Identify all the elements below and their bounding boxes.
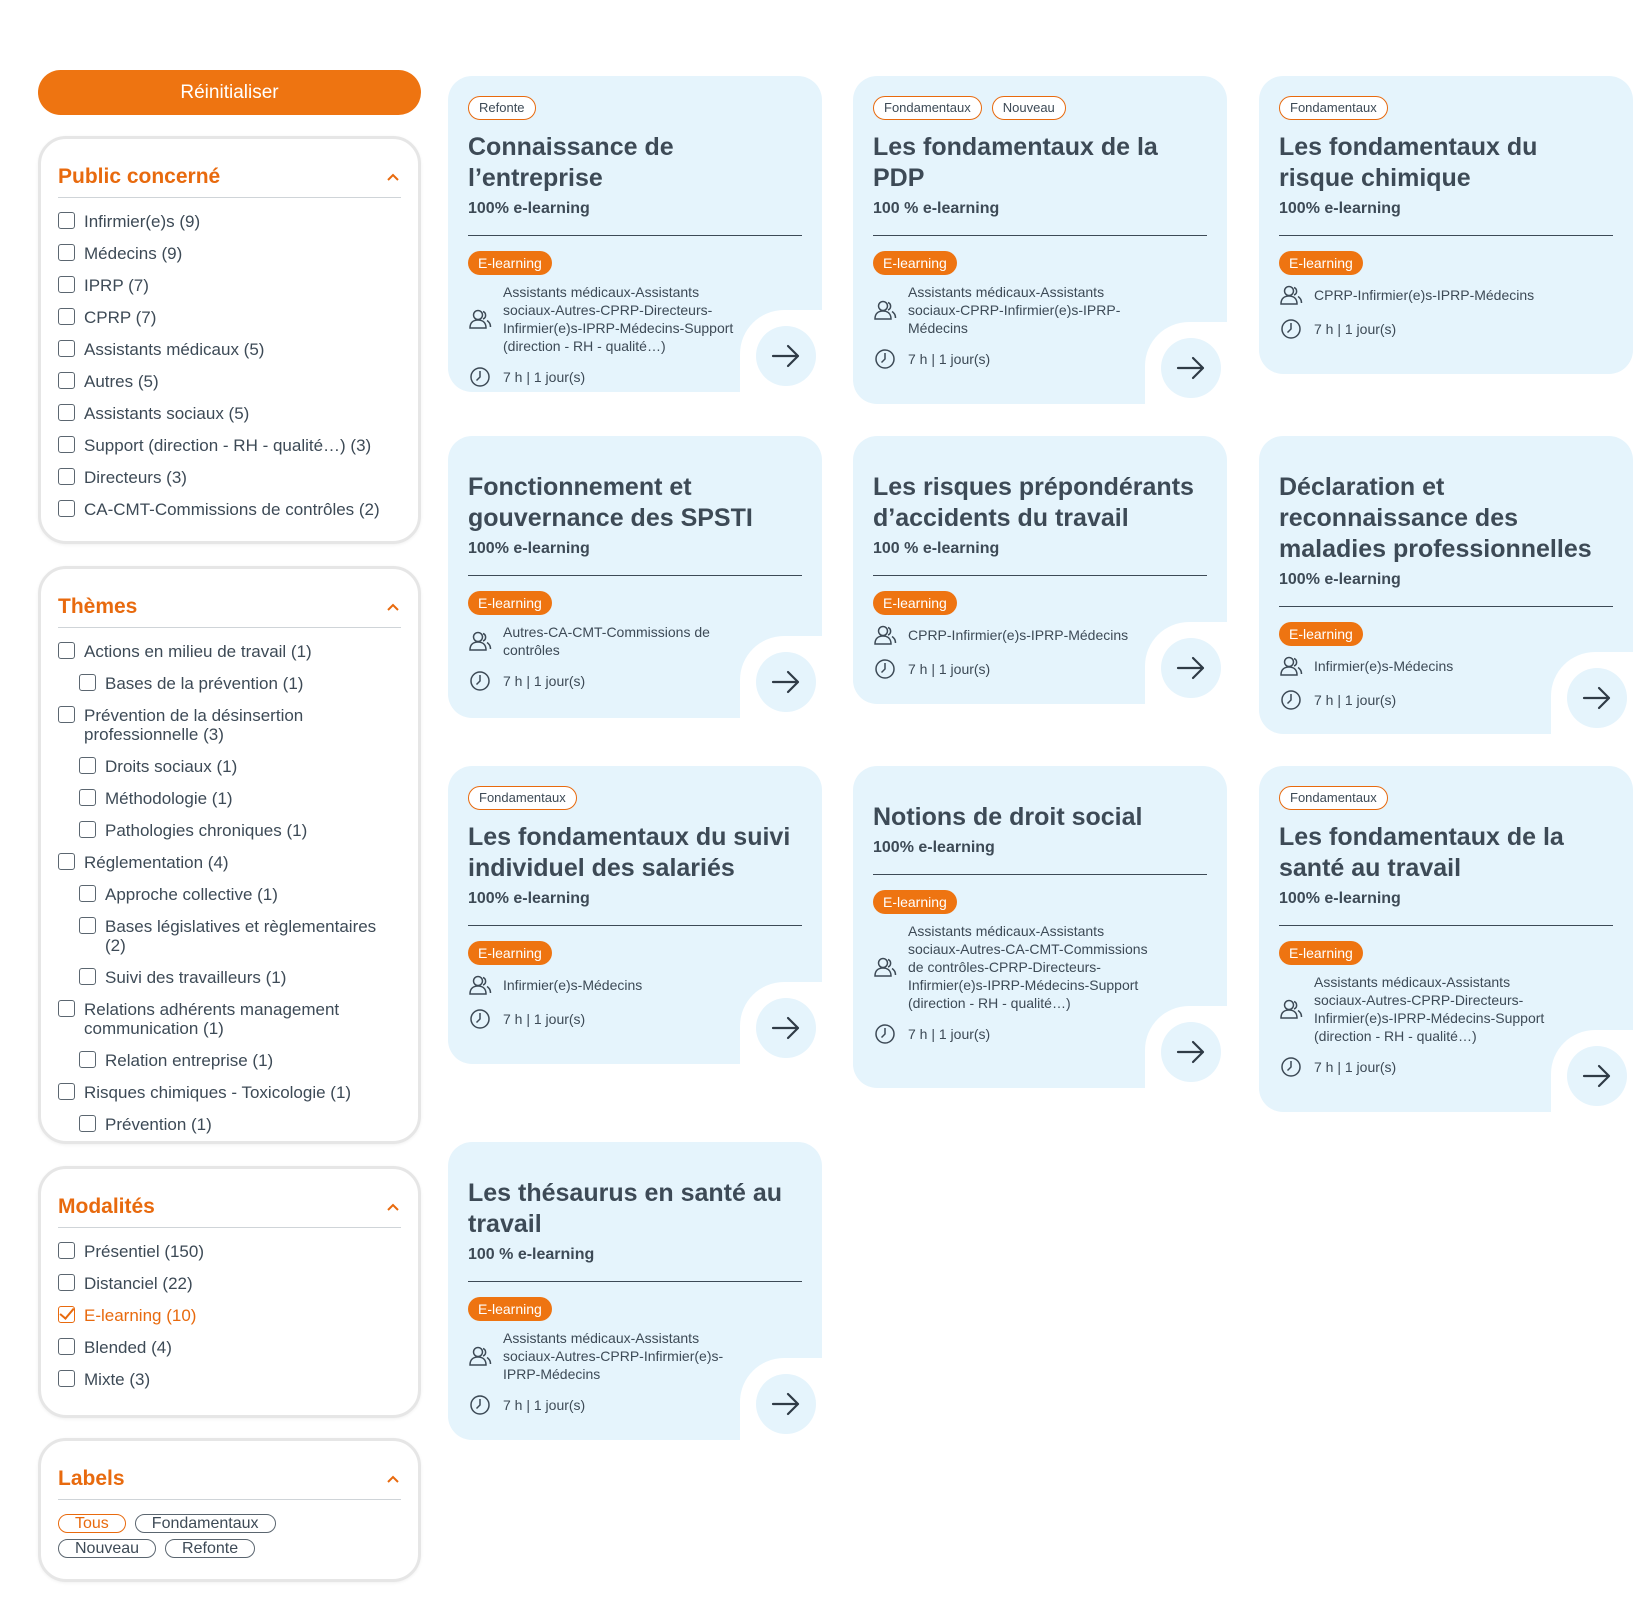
modality-badge: E-learning xyxy=(1279,941,1363,965)
modality-badge: E-learning xyxy=(468,591,552,615)
card-title: Les fondamentaux du suivi individuel des salariés xyxy=(468,823,791,882)
checkbox[interactable] xyxy=(58,372,75,389)
filter-themes xyxy=(38,566,421,1144)
filter-option[interactable] xyxy=(58,1274,401,1293)
filter-option-label: Méthodologie (1) xyxy=(105,789,233,808)
filter-option-label: Suivi des travailleurs (1) xyxy=(105,968,287,987)
filter-public xyxy=(38,136,421,544)
arrow-right-icon xyxy=(771,1016,801,1040)
audience-text: Infirmier(e)s-Médecins xyxy=(503,977,643,993)
arrow-right-icon xyxy=(771,344,801,368)
checkbox[interactable] xyxy=(58,1242,75,1259)
checkbox[interactable] xyxy=(58,1083,75,1100)
label-chips-row xyxy=(58,1539,401,1558)
duration-text: 7 h | 1 jour(s) xyxy=(1314,321,1397,337)
filter-option[interactable] xyxy=(58,706,401,744)
open-course-button[interactable] xyxy=(756,652,816,712)
filter-public-header[interactable] xyxy=(58,157,401,198)
checkbox[interactable] xyxy=(58,1000,75,1017)
checkbox[interactable] xyxy=(58,1370,75,1387)
card-tag: Fondamentaux xyxy=(1279,96,1388,120)
card-title: Les fondamentaux du risque chimique xyxy=(1279,133,1538,192)
chevron-up-icon[interactable] xyxy=(385,599,401,615)
duration-row xyxy=(468,365,744,389)
modality-badge: E-learning xyxy=(1279,622,1363,646)
audience-row xyxy=(1279,283,1555,307)
modality-badge: E-learning xyxy=(873,251,957,275)
clock-icon xyxy=(873,347,897,371)
filter-public-title: Public concerné xyxy=(58,165,221,188)
filter-option-label: Support (direction - RH - qualité…) (3) xyxy=(84,436,372,455)
modality-badge: E-learning xyxy=(1279,251,1363,275)
open-course-button[interactable] xyxy=(1161,1022,1221,1082)
card-subtitle: 100% e-learning xyxy=(468,200,802,236)
filter-option[interactable] xyxy=(58,1370,401,1389)
filter-option-label: Médecins (9) xyxy=(84,244,183,263)
checkbox[interactable] xyxy=(79,674,96,691)
users-icon xyxy=(1279,283,1303,307)
chevron-up-icon[interactable] xyxy=(385,169,401,185)
checkbox[interactable] xyxy=(79,885,96,902)
filter-option[interactable] xyxy=(58,244,401,263)
card-title: Fonctionnement et gouvernance des SPSTI xyxy=(468,473,753,532)
filter-option[interactable] xyxy=(58,1083,401,1102)
label-chip-refonte[interactable]: Refonte xyxy=(165,1539,255,1558)
filter-option-label: Mixte (3) xyxy=(84,1370,151,1389)
filter-option-label: Prévention (1) xyxy=(105,1115,212,1134)
audience-text: Assistants médicaux-Assistants sociaux-Autres-CPRP-Infirmier(e)s-IPRP-Médecins xyxy=(503,1330,724,1382)
arrow-right-icon xyxy=(771,670,801,694)
arrow-right-icon xyxy=(1176,1040,1206,1064)
audience-text: Assistants médicaux-Assistants sociaux-Autres-CA-CMT-Commissions de contrôles-CPRP-Directeurs-Infirmier(e)s-IPRP-Médecins-Support (direction - RH - qualité…) xyxy=(908,923,1148,1011)
checkbox[interactable] xyxy=(79,968,96,985)
filter-option[interactable] xyxy=(58,1338,401,1357)
course-card[interactable] xyxy=(448,436,822,718)
filter-option[interactable] xyxy=(58,468,401,487)
card-title: Les fondamentaux de la PDP xyxy=(873,133,1158,192)
checkbox[interactable] xyxy=(58,436,75,453)
checkbox[interactable] xyxy=(58,1274,75,1291)
users-icon xyxy=(873,955,897,979)
checkbox-checked[interactable] xyxy=(58,1306,75,1323)
card-title: Les fondamentaux de la santé au travail xyxy=(1279,823,1564,882)
duration-row xyxy=(468,669,744,693)
label-chip-tous[interactable]: Tous xyxy=(58,1514,126,1533)
course-card[interactable] xyxy=(448,766,822,1064)
duration-row xyxy=(468,1393,744,1417)
card-tag: Nouveau xyxy=(992,96,1066,120)
clock-icon xyxy=(1279,688,1303,712)
audience-row xyxy=(468,623,744,659)
card-title: Déclaration et reconnaissance des maladies professionnelles xyxy=(1279,473,1592,563)
card-subtitle: 100 % e-learning xyxy=(873,200,1207,236)
label-chip-nouveau[interactable]: Nouveau xyxy=(58,1539,156,1558)
card-title: Connaissance de l’entreprise xyxy=(468,133,674,192)
chevron-up-icon[interactable] xyxy=(385,1199,401,1215)
card-subtitle: 100% e-learning xyxy=(468,890,802,926)
clock-icon xyxy=(1279,1055,1303,1079)
card-tags xyxy=(1279,786,1613,811)
filter-suboption[interactable] xyxy=(79,1115,401,1134)
filter-option-label: Droits sociaux (1) xyxy=(105,757,238,776)
checkbox[interactable] xyxy=(58,468,75,485)
filter-suboption[interactable] xyxy=(79,917,401,955)
card-tags xyxy=(873,96,1207,121)
filter-option[interactable] xyxy=(58,276,401,295)
filter-option-label: Actions en milieu de travail (1) xyxy=(84,642,312,661)
filter-modalites-title: Modalités xyxy=(58,1195,155,1218)
course-card[interactable] xyxy=(853,436,1227,704)
clock-icon xyxy=(873,1022,897,1046)
checkbox[interactable] xyxy=(58,308,75,325)
card-tag: Fondamentaux xyxy=(873,96,982,120)
duration-text: 7 h | 1 jour(s) xyxy=(1314,1059,1397,1075)
filter-option[interactable] xyxy=(58,436,401,455)
filter-option-label: IPRP (7) xyxy=(84,276,149,295)
filter-themes-title: Thèmes xyxy=(58,595,138,618)
users-icon xyxy=(468,629,492,653)
clock-icon xyxy=(468,1007,492,1031)
filter-option-label: Relations adhérents management communication (1) xyxy=(84,1000,340,1038)
filter-labels-header[interactable] xyxy=(58,1459,401,1500)
audience-text: Infirmier(e)s-Médecins xyxy=(1314,658,1454,674)
card-subtitle: 100 % e-learning xyxy=(873,540,1207,576)
audience-row xyxy=(873,623,1149,647)
modality-badge: E-learning xyxy=(873,591,957,615)
users-icon xyxy=(873,623,897,647)
card-tags xyxy=(468,786,802,811)
users-icon xyxy=(873,298,897,322)
card-title: Notions de droit social xyxy=(873,803,1143,831)
duration-row xyxy=(1279,688,1555,712)
duration-text: 7 h | 1 jour(s) xyxy=(908,661,991,677)
clock-icon xyxy=(1279,317,1303,341)
duration-text: 7 h | 1 jour(s) xyxy=(503,1397,586,1413)
filter-option-label: CA-CMT-Commissions de contrôles (2) xyxy=(84,500,380,519)
filter-option-label: Blended (4) xyxy=(84,1338,172,1357)
checkbox[interactable] xyxy=(58,1338,75,1355)
filter-option[interactable] xyxy=(58,1000,401,1038)
card-subtitle: 100% e-learning xyxy=(873,839,1207,875)
filter-option-label: CPRP (7) xyxy=(84,308,157,327)
duration-row xyxy=(468,1007,744,1031)
card-tag: Refonte xyxy=(468,96,536,120)
clock-icon xyxy=(468,1393,492,1417)
arrow-right-icon xyxy=(1582,1064,1612,1088)
audience-text: CPRP-Infirmier(e)s-IPRP-Médecins xyxy=(1314,287,1535,303)
filter-sidebar xyxy=(38,70,421,1557)
duration-text: 7 h | 1 jour(s) xyxy=(503,369,586,385)
checkbox[interactable] xyxy=(79,757,96,774)
arrow-right-icon xyxy=(1582,686,1612,710)
checkbox[interactable] xyxy=(79,789,96,806)
filter-option-label: Risques chimiques - Toxicologie (1) xyxy=(84,1083,352,1102)
filter-suboption[interactable] xyxy=(79,885,401,904)
audience-row xyxy=(1279,654,1555,678)
card-title: Les thésaurus en santé au travail xyxy=(468,1179,783,1238)
filter-option-label: Directeurs (3) xyxy=(84,468,187,487)
modality-badge: E-learning xyxy=(468,941,552,965)
duration-text: 7 h | 1 jour(s) xyxy=(503,673,586,689)
filter-option[interactable] xyxy=(58,853,401,872)
course-card[interactable] xyxy=(448,76,822,392)
checkbox[interactable] xyxy=(79,1115,96,1132)
duration-text: 7 h | 1 jour(s) xyxy=(1314,692,1397,708)
reset-button[interactable]: Réinitialiser xyxy=(38,70,421,115)
filter-themes-header[interactable] xyxy=(58,587,401,628)
duration-text: 7 h | 1 jour(s) xyxy=(503,1011,586,1027)
filter-option-label: Prévention de la désinsertion professionnelle (3) xyxy=(84,706,304,744)
checkbox[interactable] xyxy=(79,917,96,934)
arrow-right-icon xyxy=(1176,356,1206,380)
filter-option-label: Distanciel (22) xyxy=(84,1274,193,1293)
filter-option-label: Bases législatives et règlementaires (2) xyxy=(105,917,377,955)
card-subtitle: 100% e-learning xyxy=(468,540,802,576)
filter-labels xyxy=(38,1438,421,1582)
open-course-button[interactable] xyxy=(1161,638,1221,698)
arrow-right-icon xyxy=(1176,656,1206,680)
chevron-up-icon[interactable] xyxy=(385,1471,401,1487)
duration-row xyxy=(873,1022,1149,1046)
course-card[interactable] xyxy=(1259,76,1633,374)
filter-option-label: Assistants sociaux (5) xyxy=(84,404,250,423)
filter-option-label: Réglementation (4) xyxy=(84,853,229,872)
audience-text: Assistants médicaux-Assistants sociaux-CPRP-Infirmier(e)s-IPRP-Médecins xyxy=(908,284,1121,336)
filter-suboption[interactable] xyxy=(79,789,401,808)
clock-icon xyxy=(468,365,492,389)
filter-option-label: Autres (5) xyxy=(84,372,159,391)
course-card[interactable] xyxy=(1259,436,1633,734)
checkbox[interactable] xyxy=(58,642,75,659)
course-card[interactable] xyxy=(853,76,1227,404)
filter-option[interactable] xyxy=(58,340,401,359)
users-icon xyxy=(468,307,492,331)
checkbox[interactable] xyxy=(79,1051,96,1068)
filter-option-label: Présentiel (150) xyxy=(84,1242,205,1261)
audience-row xyxy=(1279,973,1555,1045)
users-icon xyxy=(468,973,492,997)
card-subtitle: 100% e-learning xyxy=(1279,200,1613,236)
filter-modalites xyxy=(38,1166,421,1418)
filter-suboption[interactable] xyxy=(79,757,401,776)
filter-suboption[interactable] xyxy=(79,968,401,987)
checkbox[interactable] xyxy=(58,244,75,261)
filter-option-label: Assistants médicaux (5) xyxy=(84,340,265,359)
audience-row xyxy=(873,922,1149,1012)
filter-suboption[interactable] xyxy=(79,821,401,840)
users-icon xyxy=(468,1344,492,1368)
label-chip-fondamentaux[interactable]: Fondamentaux xyxy=(135,1514,276,1533)
filter-option[interactable] xyxy=(58,500,401,519)
open-course-button[interactable] xyxy=(756,326,816,386)
filter-labels-title: Labels xyxy=(58,1467,125,1490)
checkbox[interactable] xyxy=(79,821,96,838)
filter-modalites-header[interactable] xyxy=(58,1187,401,1228)
filter-option[interactable] xyxy=(58,212,401,231)
card-tag: Fondamentaux xyxy=(468,786,577,810)
checkbox[interactable] xyxy=(58,853,75,870)
duration-row xyxy=(1279,1055,1555,1079)
users-icon xyxy=(1279,997,1303,1021)
filter-option[interactable] xyxy=(58,1242,401,1261)
filter-option[interactable] xyxy=(58,642,401,661)
audience-text: Assistants médicaux-Assistants sociaux-Autres-CPRP-Directeurs-Infirmier(e)s-IPRP-Médecins-Support (direction - RH - qualité…) xyxy=(503,284,734,354)
card-tags xyxy=(1279,96,1613,121)
checkbox[interactable] xyxy=(58,212,75,229)
checkbox[interactable] xyxy=(58,340,75,357)
checkbox[interactable] xyxy=(58,706,75,723)
audience-row xyxy=(873,283,1149,337)
users-icon xyxy=(1279,654,1303,678)
filter-option-label: Bases de la prévention (1) xyxy=(105,674,304,693)
card-tags xyxy=(468,96,802,121)
duration-row xyxy=(873,657,1149,681)
audience-row xyxy=(468,973,744,997)
course-card[interactable] xyxy=(448,1142,822,1440)
clock-icon xyxy=(468,669,492,693)
open-course-button[interactable] xyxy=(1567,668,1627,728)
open-course-button[interactable] xyxy=(756,1374,816,1434)
filter-suboption[interactable] xyxy=(79,1051,401,1070)
card-title: Les risques prépondérants d’accidents du travail xyxy=(873,473,1194,532)
open-course-button[interactable] xyxy=(1567,1046,1627,1106)
card-subtitle: 100 % e-learning xyxy=(468,1246,802,1282)
filter-option-selected[interactable] xyxy=(58,1306,401,1325)
audience-text: Assistants médicaux-Assistants sociaux-Autres-CPRP-Directeurs-Infirmier(e)s-IPRP-Médecins-Support (direction - RH - qualité…) xyxy=(1314,974,1545,1044)
open-course-button[interactable] xyxy=(1161,338,1221,398)
filter-suboption[interactable] xyxy=(79,674,401,693)
course-card[interactable] xyxy=(853,766,1227,1088)
audience-row xyxy=(468,283,744,355)
audience-row xyxy=(468,1329,744,1383)
clock-icon xyxy=(873,657,897,681)
modality-badge: E-learning xyxy=(468,251,552,275)
filter-option-label: E-learning (10) xyxy=(84,1306,197,1325)
label-chips-row xyxy=(58,1514,401,1533)
duration-text: 7 h | 1 jour(s) xyxy=(908,351,991,367)
filter-option-label: Infirmier(e)s (9) xyxy=(84,212,201,231)
checkbox[interactable] xyxy=(58,500,75,517)
course-card[interactable] xyxy=(1259,766,1633,1112)
duration-row xyxy=(873,347,1149,371)
audience-text: CPRP-Infirmier(e)s-IPRP-Médecins xyxy=(908,627,1129,643)
modality-badge: E-learning xyxy=(873,890,957,914)
checkbox[interactable] xyxy=(58,276,75,293)
audience-text: Autres-CA-CMT-Commissions de contrôles xyxy=(503,624,710,658)
filter-option-label: Relation entreprise (1) xyxy=(105,1051,274,1070)
duration-row xyxy=(1279,317,1555,341)
card-subtitle: 100% e-learning xyxy=(1279,890,1613,926)
duration-text: 7 h | 1 jour(s) xyxy=(908,1026,991,1042)
open-course-button[interactable] xyxy=(756,998,816,1058)
card-subtitle: 100% e-learning xyxy=(1279,571,1613,607)
filter-option[interactable] xyxy=(58,372,401,391)
card-tag: Fondamentaux xyxy=(1279,786,1388,810)
filter-option-label: Pathologies chroniques (1) xyxy=(105,821,308,840)
modality-badge: E-learning xyxy=(468,1297,552,1321)
filter-option[interactable] xyxy=(58,308,401,327)
filter-option-label: Approche collective (1) xyxy=(105,885,278,904)
arrow-right-icon xyxy=(771,1392,801,1416)
filter-option[interactable] xyxy=(58,404,401,423)
checkbox[interactable] xyxy=(58,404,75,421)
